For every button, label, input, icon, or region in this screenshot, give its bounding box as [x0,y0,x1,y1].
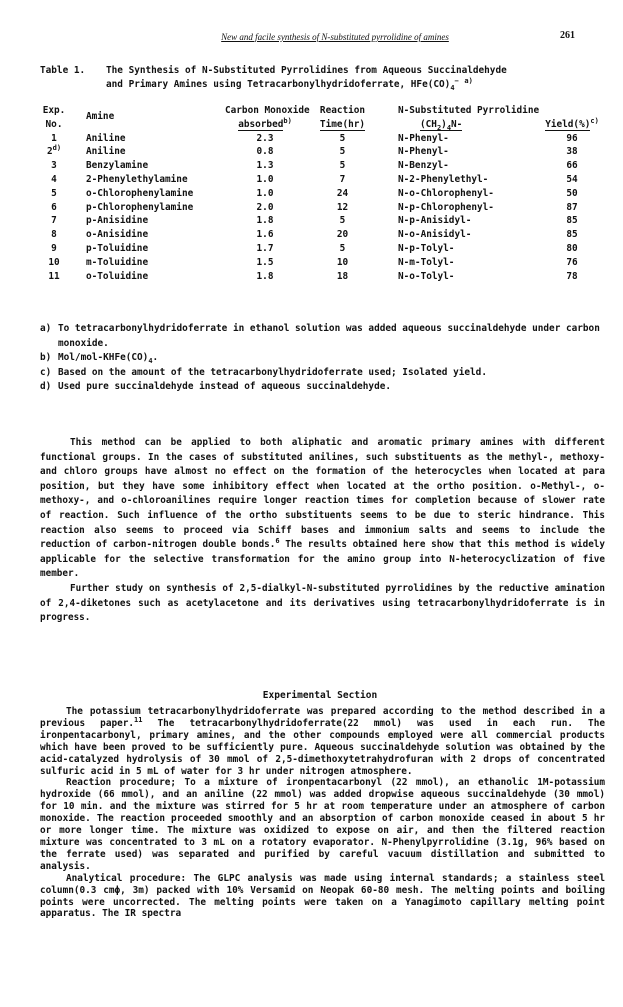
reaction-time-cell [310,242,375,256]
co-absorbed-cell-text: 1.8 [256,215,274,227]
amine-cell-text: p-Anisidine [86,215,149,227]
product-cell-text: N-m-Tolyl- [398,256,455,268]
yield-cell [542,145,602,159]
formula-mid: ) [441,118,447,130]
yield-cell-text: 96 [566,132,578,144]
exp-no-cell-text: 5 [51,187,57,199]
reaction-time-cell [310,187,375,201]
amine-cell-text: Benzylamine [86,160,149,172]
footnote-b-text: Mol/mol-KHFe(CO) [58,352,149,363]
table-title-line1: The Synthesis of N-Substituted Pyrrolidines from Aqueous Succinaldehyde [106,65,507,76]
header-co-2 [225,118,305,131]
yield-cell [542,242,602,256]
amine-cell [86,132,126,146]
product-cell-text: N-p-Chlorophenyl- [398,201,494,213]
yield-cell [542,173,602,187]
exp-no-cell-text: 1 [51,132,57,144]
co-absorbed-cell [225,132,305,146]
table-row [40,201,600,215]
amine-cell-text: o-Anisidine [86,229,149,241]
co-absorbed-cell [225,270,305,284]
co-absorbed-cell-text: 1.3 [256,160,274,172]
product-cell-text: N-Phenyl- [398,132,449,144]
yield-cell [542,132,602,146]
exp-no-cell-text: 6 [51,201,57,213]
product-cell [398,173,488,187]
table-row [40,187,600,201]
product-cell [398,242,454,256]
co-absorbed-cell [225,187,305,201]
yield-cell-text: 66 [566,160,578,172]
exp-no-cell [40,214,68,228]
yield-cell [542,187,602,201]
yield-cell [542,256,602,270]
exp-no-cell-text: 3 [51,160,57,172]
experimental-paragraph-2: Reaction procedure; To a mixture of ironpentacarbonyl (22 mmol), an ethanolic 1M-potassium hydroxide (66 mmol), and an aniline (22 mmol) was added dropwise aqueous succinaldehyde (30 mmol) for 10 min. and the mixture was stirred for 5 hr at room temperature under an atmosphere of carbon monoxide. The reaction proceeded smoothly and an absorption of carbon monoxide ceased in about 5 hr or more longer time. The mixture was oxidized to expose on air, and then the filtered reaction mixture was concentrated to 3 mL on a rotatory evaporator. N-Phenylpyrrolidine (3.1g, 96% based on the ferrate used) was separated and purified by careful vacuum distillation and submitted to analysis. [40,777,605,872]
co-absorbed-cell [225,214,305,228]
amine-cell-text: p-Toluidine [86,242,149,254]
product-cell-text: N-2-Phenylethyl- [398,173,489,185]
header-co-note: b) [283,116,292,125]
reaction-time-cell [310,132,375,146]
yield-cell-text: 85 [566,215,578,227]
reaction-time-cell-text: 18 [336,270,349,282]
running-head: New and facile synthesis of N-substituted pyrrolidine of amines [221,32,449,42]
reaction-time-cell-text: 12 [336,201,349,213]
header-absorbed: absorbed [238,118,284,130]
yield-cell-text: 78 [566,270,578,282]
table-row [40,159,600,173]
exp-no-cell [40,270,68,284]
footnote-d-key: d) [40,381,52,392]
product-cell-text: N-p-Anisidyl- [398,215,472,227]
exp-no-cell [40,145,68,159]
experimental-p1-a: The potassium tetracarbonylhydridoferrate was prepared according to the method described in a previous paper. [40,706,605,729]
yield-cell [542,159,602,173]
footnote-b [40,351,600,366]
footnote-c-text: Based on the amount of the tetracarbonylhydridoferrate used; Isolated yield. [58,366,487,378]
product-cell-text: N-o-Tolyl- [398,270,455,282]
amine-cell-text: Aniline [86,132,126,144]
results-table [40,104,600,283]
product-cell-text: N-Phenyl- [398,146,449,158]
table-row [40,270,600,284]
footnote-a-text: To tetracarbonylhydridoferrate in ethanol solution was added aqueous succinaldehyde under carbon monoxide. [58,323,600,349]
exp-no-cell [40,173,68,187]
table-footnotes [40,322,600,395]
exp-no-cell-text: 8 [51,229,57,241]
table-body [40,132,600,284]
exp-no-cell [40,159,68,173]
footnote-d [40,380,600,395]
reference-11: 11 [134,715,143,724]
title-subscript: 4 [450,83,455,92]
co-absorbed-cell-text: 1.8 [256,270,274,282]
exp-no-cell [40,228,68,242]
exp-no-cell-text: 10 [48,256,60,268]
exp-no-cell-text: 11 [48,270,60,282]
footnote-b-key: b) [40,352,52,363]
product-cell [398,201,494,215]
exp-no-cell-text: 7 [51,215,57,227]
discussion-p1-b: The results obtained here show that this method is widely applicable for the selective transformation for the amino group into N-heterocyclization of five member. [40,539,605,580]
table-row [40,145,600,159]
amine-cell-text: o-Chlorophenylamine [86,187,194,199]
reaction-time-cell-text: 5 [339,215,346,227]
formula-pre: (CH [420,118,437,130]
reaction-time-cell-text: 5 [339,146,346,158]
amine-cell [86,270,148,284]
reaction-time-cell-text: 5 [339,242,346,254]
table-header-row-2 [40,118,600,132]
table-row [40,256,600,270]
header-no: No. [45,118,63,130]
header-time-2 [310,118,375,131]
reaction-time-cell [310,173,375,187]
co-absorbed-cell-text: 1.5 [256,256,274,268]
product-cell [398,159,449,173]
exp-no-cell [40,187,68,201]
footnote-c-key: c) [40,366,52,378]
amine-cell [86,173,188,187]
co-absorbed-cell-text: 1.7 [256,242,274,254]
yield-cell [542,201,602,215]
footnote-b-sub: 4 [148,356,153,365]
discussion-paragraph-2: Further study on synthesis of 2,5-dialkyl-N-substituted pyrrolidines by the reductive amination of 2,4-diketones such as acetylacetone and its derivatives using tetracarbonylhydridoferrate is in progress. [40,582,605,624]
header-product: N-Substituted Pyrrolidine [398,105,540,116]
exp-no-cell [40,242,68,256]
header-exp: Exp. [42,105,66,116]
table-label: Table 1. [40,65,86,76]
experimental-heading: Experimental Section [262,690,378,701]
product-cell-text: N-o-Anisidyl- [398,229,472,241]
co-absorbed-cell [225,159,305,173]
table-row [40,173,600,187]
yield-cell-text: 80 [566,242,578,254]
amine-cell-text: Aniline [86,146,126,158]
formula-sub2: 4 [446,123,452,132]
yield-cell-text: 50 [566,187,578,199]
title-charge: − [454,76,459,85]
title-note: a) [464,76,473,85]
table-row [40,242,600,256]
co-absorbed-cell-text: 0.8 [256,146,274,158]
footnote-a [40,322,600,351]
product-cell [398,228,471,242]
co-absorbed-cell [225,242,305,256]
header-yield-note: c) [590,116,599,125]
footnote-c [40,366,600,381]
table-title-line2: and Primary Amines using Tetracarbonylhydridoferrate, HFe(CO) [106,79,451,90]
co-absorbed-cell-text: 2.3 [256,132,274,144]
reaction-time-cell [310,270,375,284]
header-time: Reaction [319,105,366,116]
exp-no-cell [40,201,68,215]
reaction-time-cell [310,228,375,242]
amine-cell [86,187,193,201]
product-cell [398,145,449,159]
reaction-time-cell [310,159,375,173]
amine-cell-text: m-Toluidine [86,256,149,268]
co-absorbed-cell [225,256,305,270]
exp-no-cell [40,256,68,270]
co-absorbed-cell [225,145,305,159]
reaction-time-cell-text: 7 [339,173,346,185]
amine-cell [86,201,193,215]
footnote-b-end: . [152,352,159,363]
header-yield [542,118,602,131]
product-cell [398,132,449,146]
reaction-time-cell-text: 5 [339,132,346,144]
co-absorbed-cell [225,228,305,242]
product-cell-text: N-o-Chlorophenyl- [398,187,494,199]
amine-cell [86,145,126,159]
amine-cell [86,256,148,270]
experimental-paragraph-1 [40,706,605,777]
yield-cell-text: 38 [566,146,578,158]
yield-cell-text: 76 [566,256,578,268]
reaction-time-cell [310,201,375,215]
reaction-time-cell [310,145,375,159]
reaction-time-cell [310,256,375,270]
amine-cell [86,242,148,256]
header-formula [420,118,462,131]
amine-cell-text: p-Chlorophenylamine [86,201,194,213]
experimental-p1-b: The tetracarbonylhydridoferrate(22 mmol) was used in each run. The ironpentacarbonyl, primary amines, and the other compounds employed were all commercial products which have been proved to be sufficiently pure. Aqueous succinaldehyde solution was obtained by the acid-catalyzed hydrolysis of 30 mmol of 2,5-dimethoxytetrahydrofuran with 2 drops of concentrated sulfuric acid in 5 mL of water for 3 hr under nitrogen atmosphere. [40,717,605,777]
exp-no-cell-text: 4 [51,173,57,185]
formula-sub1: 2 [436,123,442,132]
table-row [40,214,600,228]
yield-cell-text: 85 [566,229,578,241]
amine-cell [86,159,148,173]
row-note: d) [52,144,62,153]
co-absorbed-cell [225,201,305,215]
amine-cell-text: 2-Phenylethylamine [86,173,188,185]
product-cell [398,270,454,284]
reaction-time-cell-text: 20 [336,229,349,241]
product-cell [398,256,454,270]
product-cell [398,187,494,201]
reaction-time-cell [310,214,375,228]
co-absorbed-cell-text: 1.6 [256,229,274,241]
footnote-d-text: Used pure succinaldehyde instead of aqueous succinaldehyde. [58,381,392,392]
formula-post: N- [451,118,463,130]
yield-cell [542,228,602,242]
co-absorbed-cell-text: 1.0 [256,187,274,199]
co-absorbed-cell-text: 1.0 [256,173,274,185]
yield-cell-text: 54 [566,173,578,185]
co-absorbed-cell [225,173,305,187]
header-time-unit: Time(hr) [319,118,366,130]
reaction-time-cell-text: 24 [336,187,349,199]
discussion-p1-a: This method can be applied to both aliphatic and aromatic primary amines with different functional groups. In the cases of substituted anilines, such substituents as the methyl-, methoxy- and chloro groups have almost no effect on the formation of the heterocycles when located at para position, but they have some inhibitory effect when located at the ortho position. o-Methyl-, o-methoxy-, and o-chloroanilines require longer reaction times for completion because of slower rate of reaction. Such influence of the ortho substituents seems to be due to steric hindrance. This reaction also seems to proceed via Schiff bases and immonium salts and seems to include the reduction of carbon-nitrogen double bonds. [40,437,605,551]
amine-cell [86,214,148,228]
exp-no-cell-text: 9 [51,242,57,254]
reference-6: 6 [275,537,280,546]
exp-no-cell-text: 2 [46,146,53,158]
experimental-text [40,706,605,920]
reaction-time-cell-text: 5 [339,160,346,172]
reaction-time-cell-text: 10 [336,256,349,268]
product-cell [398,214,471,228]
header-yield-text: Yield(%) [545,118,591,130]
yield-cell-text: 87 [566,201,578,213]
co-absorbed-cell-text: 2.0 [256,201,274,213]
product-cell-text: N-p-Tolyl- [398,242,455,254]
table-header-row-1 [40,104,600,122]
product-cell-text: N-Benzyl- [398,160,449,172]
yield-cell [542,270,602,284]
amine-cell [86,228,148,242]
header-co: Carbon Monoxide [225,105,310,116]
experimental-paragraph-3: Analytical procedure: The GLPC analysis was made using internal standards; a stainless steel column(0.3 cmϕ, 3m) packed with 10% Versamid on Neopak 60-80 mesh. The melting points and boiling points were uncorrected. The melting points were taken on a Yanagimoto capillary melting point apparatus. The IR spectra [40,872,605,920]
yield-cell [542,214,602,228]
footnote-a-key: a) [40,323,52,334]
discussion-text [40,436,605,626]
discussion-paragraph-1 [40,436,605,582]
table-row [40,132,600,146]
amine-cell-text: o-Toluidine [86,270,149,282]
table-row [40,228,600,242]
header-amine: Amine [86,111,115,122]
page-number: 261 [560,30,575,41]
table-caption [40,64,600,92]
